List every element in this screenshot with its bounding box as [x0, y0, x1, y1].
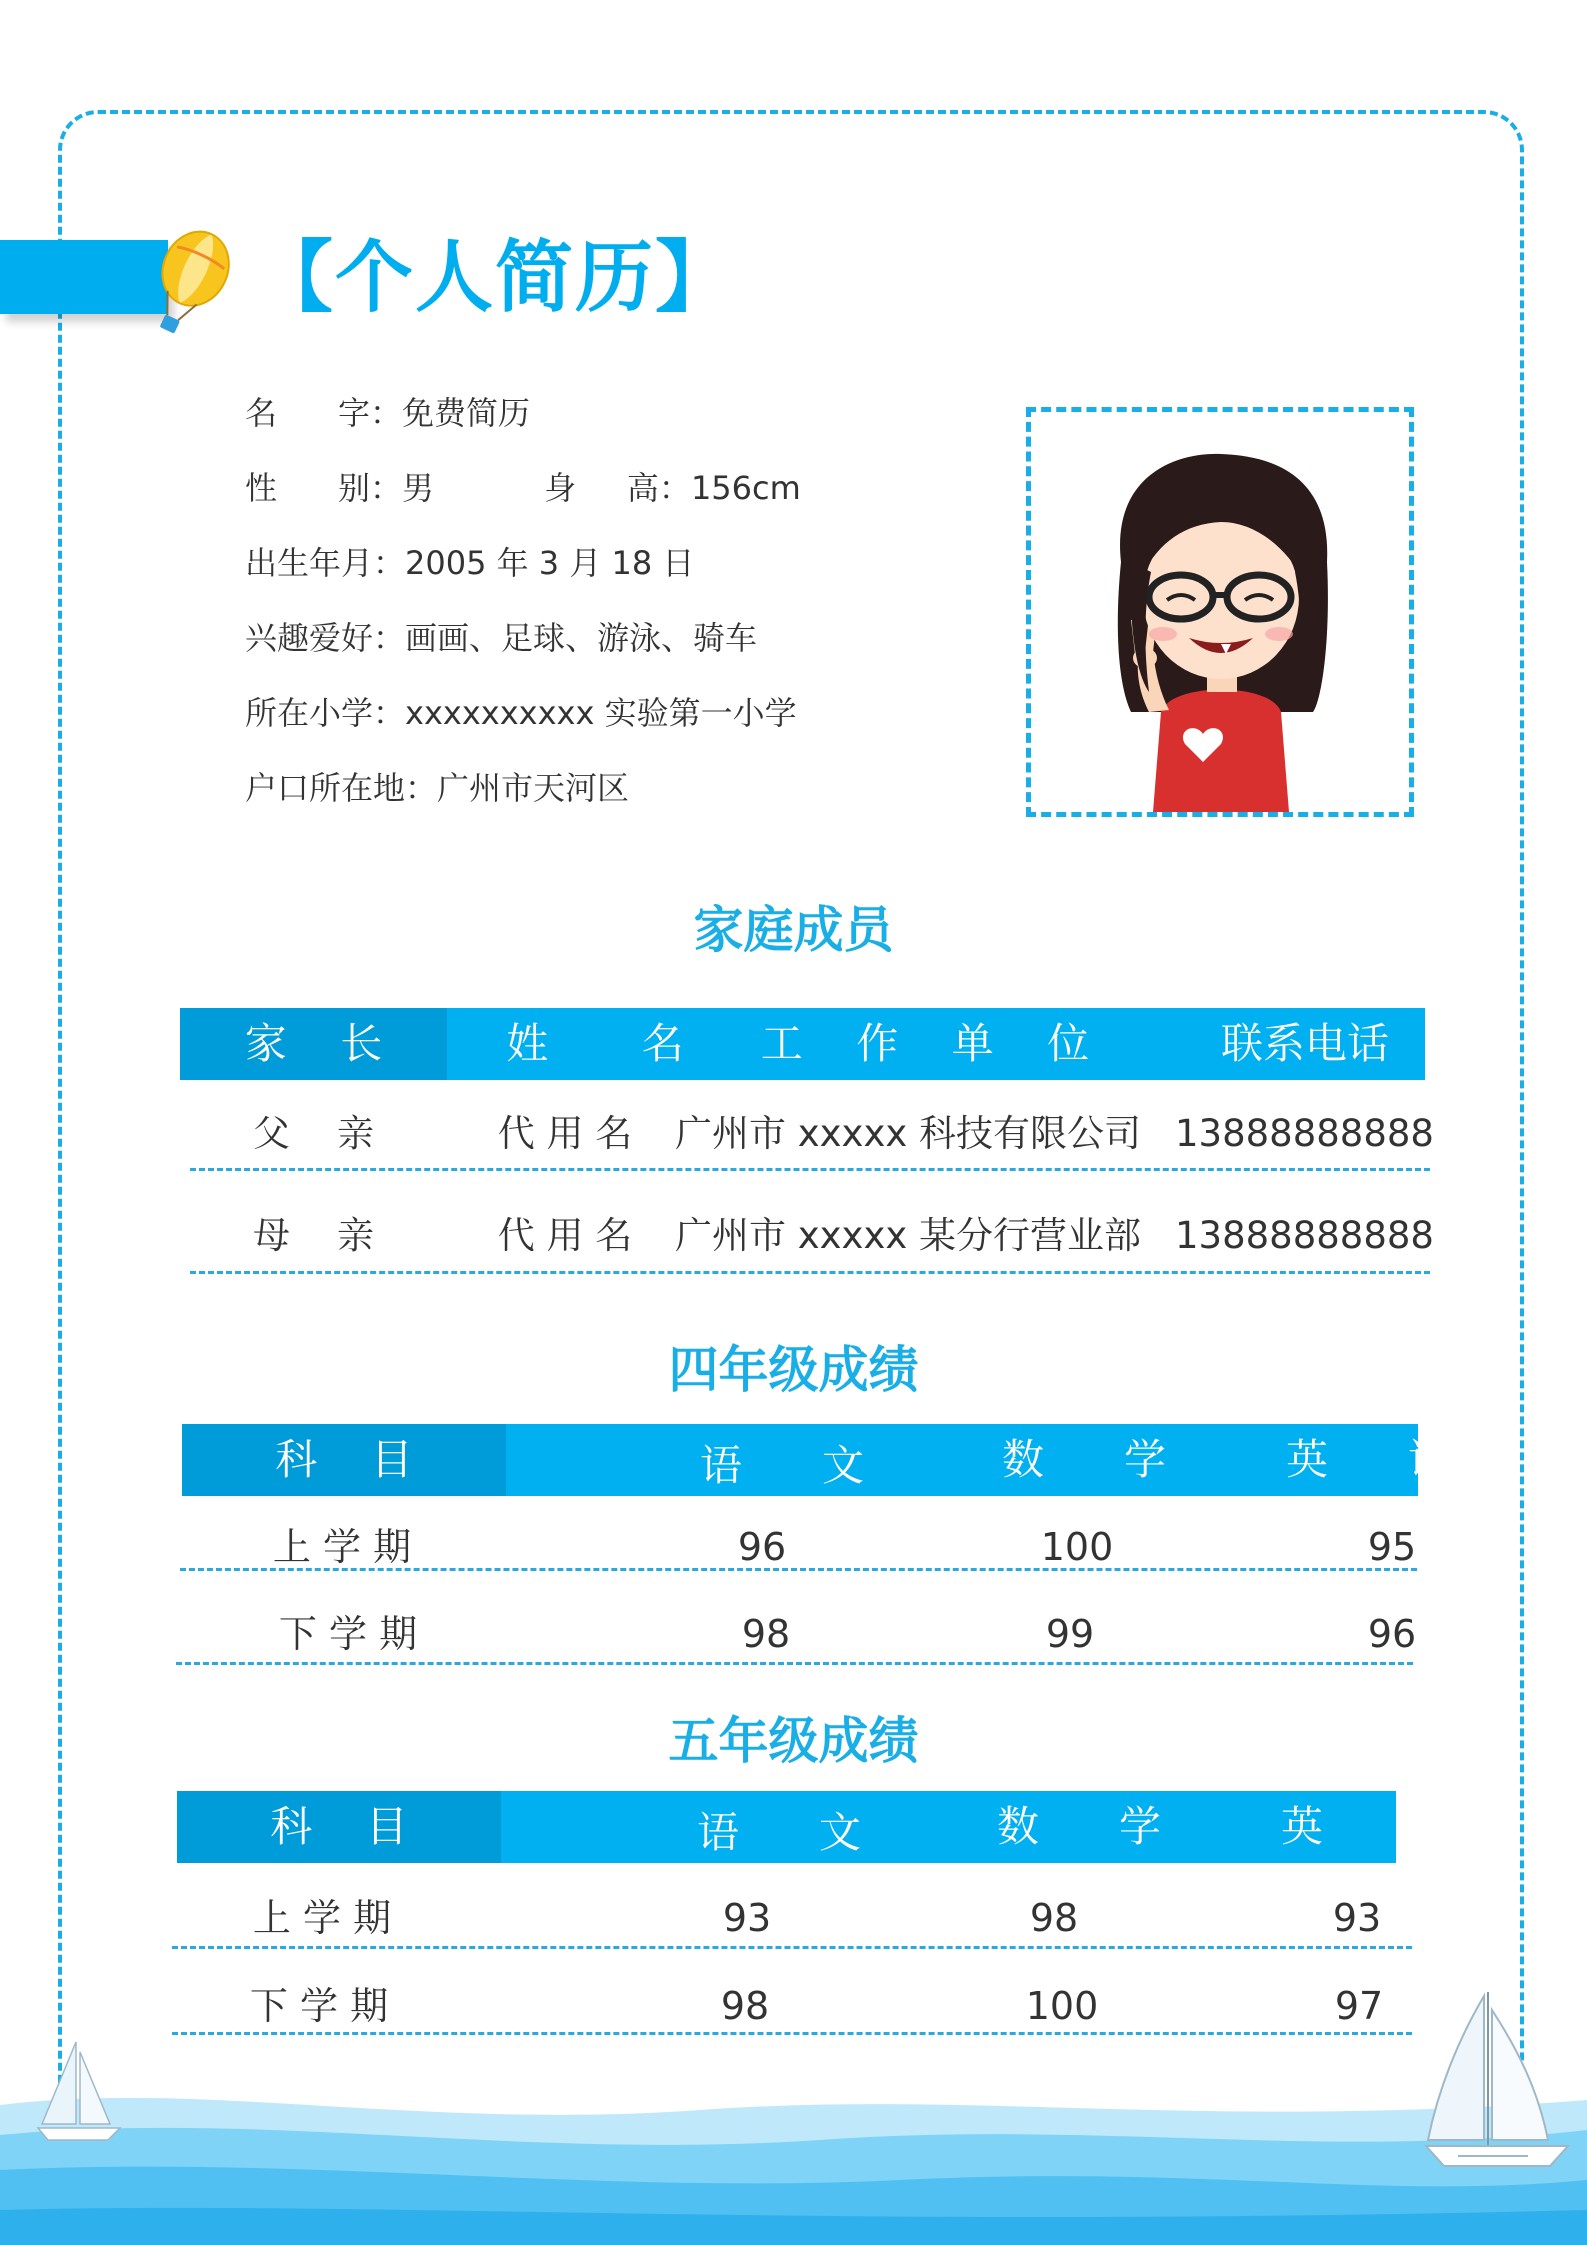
divider	[172, 2032, 1412, 2035]
divider	[172, 1946, 1412, 1949]
grade4-section-title: 四年级成绩	[668, 1341, 919, 1399]
info-gender-height: 性 别： 男 身 高： 156cm	[245, 469, 801, 507]
cartoon-girl-avatar	[1031, 412, 1409, 812]
grade5-table-header: 科 目 语 文 数 学 英 语	[177, 1791, 1396, 1863]
info-hukou: 户口所在地： 广州市天河区	[245, 769, 630, 807]
page-title: 【个人简历】	[255, 233, 736, 323]
sailboat-small-icon	[28, 2038, 128, 2148]
balloon-icon	[138, 225, 238, 345]
family-header-parent: 家 长	[244, 1019, 383, 1068]
divider	[176, 1662, 1413, 1665]
grade5-section-title: 五年级成绩	[668, 1712, 919, 1770]
family-section-title: 家庭成员	[693, 901, 894, 959]
family-table-header	[180, 1008, 1425, 1080]
info-hobby: 兴趣爱好： 画画、足球、游泳、骑车	[245, 619, 758, 657]
wave-footer	[0, 2060, 1587, 2245]
sailboat-large-icon	[1418, 1990, 1578, 2180]
divider	[190, 1271, 1430, 1274]
grade4-table-header: 科 目 语 文 数 学 英 语	[182, 1424, 1418, 1496]
info-name: 名 字： 免费简历	[245, 394, 531, 432]
profile-photo	[1026, 407, 1414, 817]
family-header-work: 工 作 单 位	[760, 1019, 1090, 1068]
family-header-name: 姓 名	[506, 1019, 684, 1068]
info-birth: 出生年月： 2005 年 3 月 18 日	[245, 544, 695, 582]
divider	[180, 1568, 1417, 1571]
divider	[190, 1168, 1430, 1171]
info-school: 所在小学： xxxxxxxxxx 实验第一小学	[245, 694, 797, 732]
family-header-phone: 联系电话	[1220, 1019, 1389, 1068]
personal-info	[245, 385, 801, 835]
